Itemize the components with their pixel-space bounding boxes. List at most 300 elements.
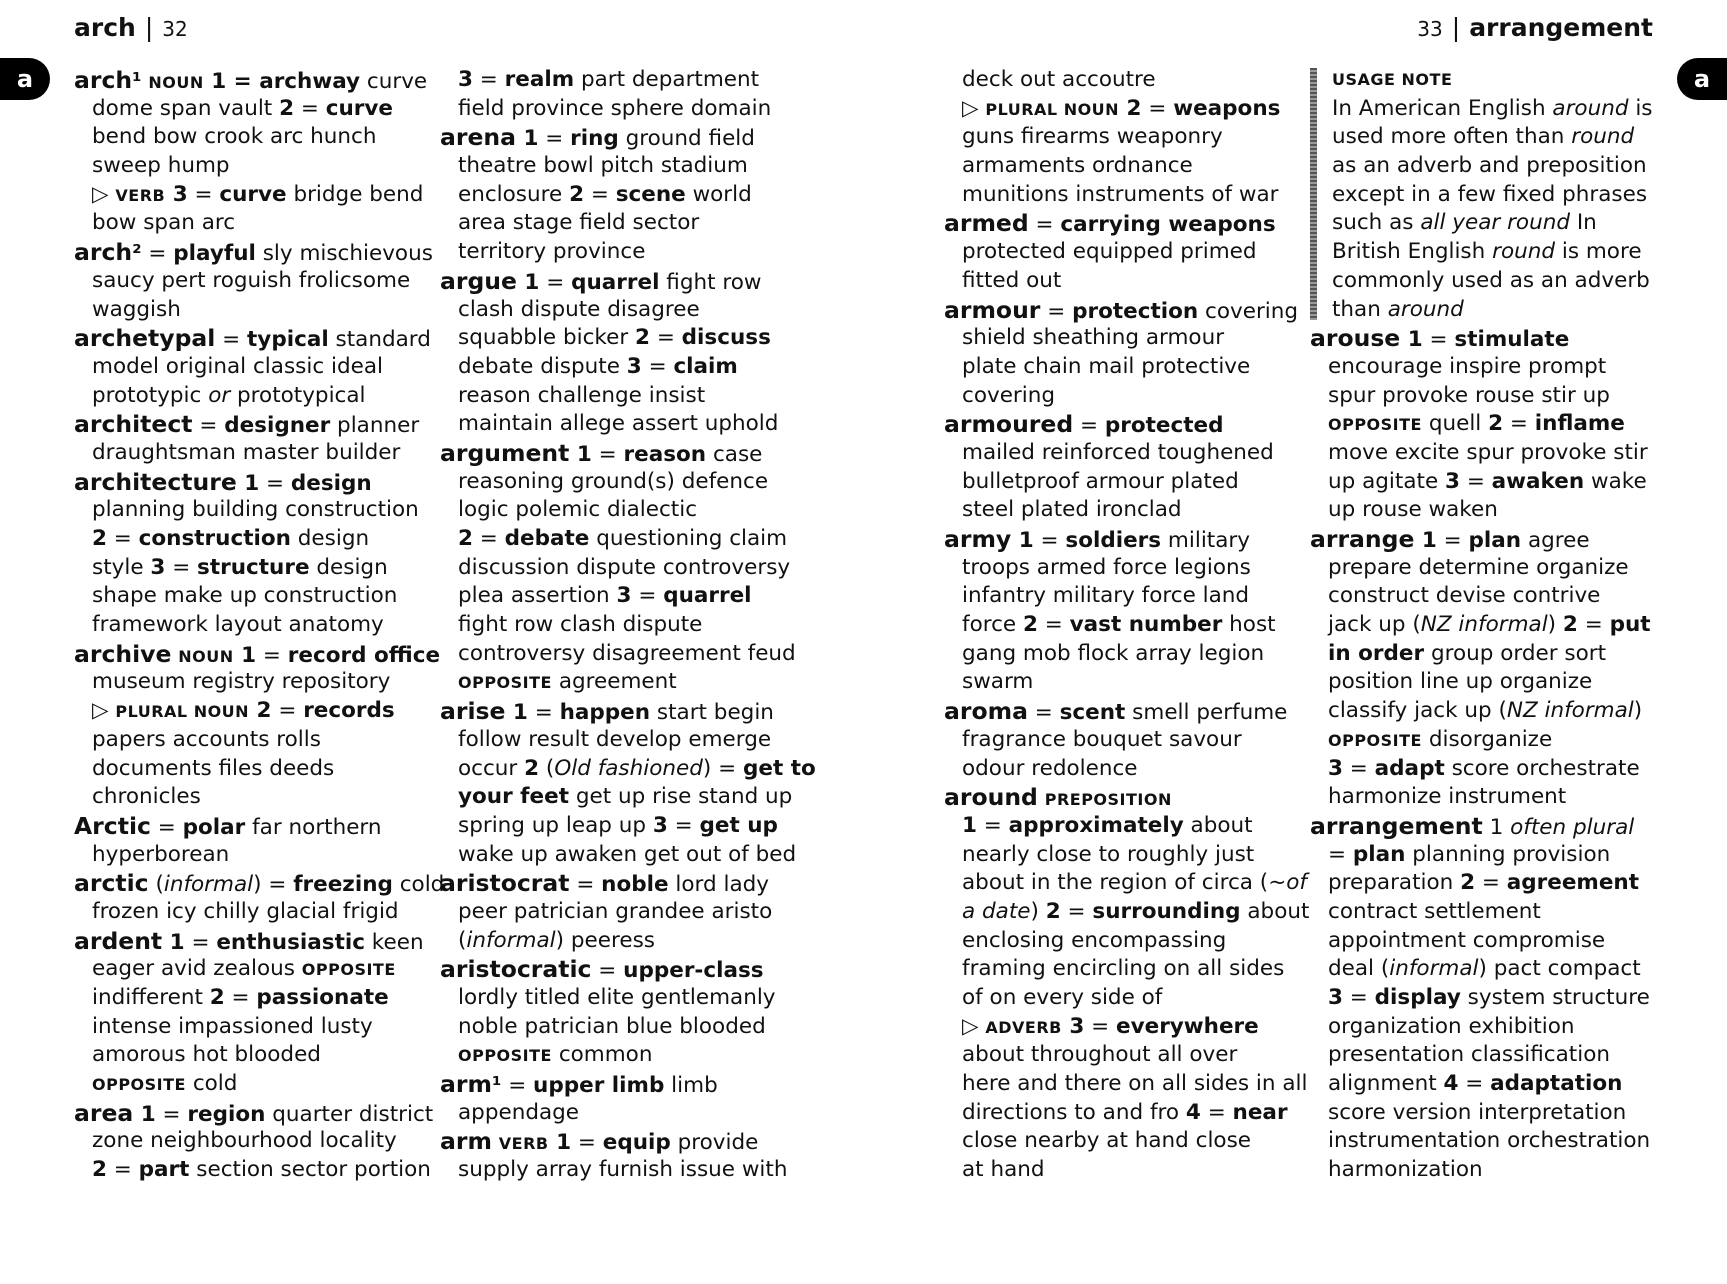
dictionary-entry-line [944, 209, 1309, 238]
entry-text: 1 [962, 812, 977, 838]
grammar-label: NOUN [178, 646, 234, 666]
entry-text: appendage [458, 1099, 580, 1125]
entry-text: polar [182, 814, 246, 840]
entry-text: papers accounts rolls [92, 726, 321, 752]
dictionary-text-line [1310, 668, 1653, 697]
grammar-label: VERB [498, 1134, 549, 1154]
dictionary-text-line [74, 1041, 444, 1070]
entry-text: = [141, 241, 174, 267]
entry-text: wake up awaken get out of bed [458, 841, 797, 867]
entry-text: 1 [1011, 528, 1034, 553]
entry-text: 2 [92, 526, 107, 551]
entry-text: hyperborean [92, 841, 230, 867]
dictionary-text-line [74, 123, 444, 152]
entry-text: planning building construction [92, 497, 419, 523]
entry-text: bow span arc [92, 210, 236, 236]
entry-text: guns firearms weaponry [962, 124, 1223, 150]
entry-text: near [1232, 1099, 1288, 1125]
entry-text: 1 [1414, 528, 1437, 553]
entry-text: = [155, 1101, 188, 1127]
entry-text: scene [615, 181, 686, 207]
entry-text: reasoning ground(s) defence [458, 468, 769, 494]
dictionary-text-line [1310, 783, 1653, 812]
entry-text: = [150, 814, 183, 840]
entry-text: planning provision [1405, 841, 1611, 867]
running-head-separator: | [1451, 13, 1461, 42]
dictionary-entry-line [944, 525, 1309, 554]
dictionary-entry-line [440, 1127, 816, 1156]
dictionary-text-line [74, 1070, 444, 1099]
dictionary-text-line [944, 554, 1309, 583]
dictionary-text-line [74, 296, 444, 325]
entry-text: supply array furnish issue with [458, 1157, 788, 1183]
entry-text: score orchestrate [1444, 755, 1640, 781]
entry-text: maintain allege assert uphold [458, 411, 779, 437]
entry-text: = [1084, 1013, 1117, 1039]
entry-text: vast number [1069, 612, 1223, 638]
dictionary-text-line [74, 496, 444, 525]
entry-text: about [1183, 812, 1253, 838]
entry-text: = [584, 181, 616, 207]
dictionary-text-line [74, 898, 444, 927]
entry-text: about in the region of circa ( [962, 870, 1269, 896]
entry-text: case [706, 441, 763, 467]
dictionary-text-line [1310, 898, 1653, 927]
entry-text: provide [670, 1130, 759, 1156]
dictionary-text-line [944, 869, 1309, 898]
dictionary-text-line [944, 181, 1309, 210]
dictionary-text-line [1332, 123, 1653, 152]
dictionary-text-line [944, 382, 1309, 411]
running-head-headword: arch [74, 13, 136, 42]
entry-text: fragrance bouquet savour [962, 726, 1242, 752]
grammar-label: NOUN [148, 73, 204, 92]
entry-text: realm [504, 67, 575, 92]
dictionary-text-line [440, 984, 816, 1013]
entry-text: all year round [1420, 210, 1570, 236]
headword: arouse [1310, 324, 1401, 353]
entry-text: adaptation [1490, 1071, 1623, 1097]
entry-text: here and there on all sides in all [962, 1071, 1308, 1097]
entry-text: = [184, 929, 217, 955]
entry-text: = [591, 958, 624, 984]
entry-text: = [106, 1157, 139, 1183]
dictionary-text-line [74, 668, 444, 697]
entry-text: except in a few fixed phrases [1332, 181, 1648, 207]
entry-text: dome span vault [92, 95, 280, 121]
entry-text: museum registry repository [92, 669, 391, 695]
entry-text: field province sphere domain [458, 95, 772, 121]
entry-text: common [551, 1042, 653, 1068]
entry-text: plate chain mail protective [962, 353, 1251, 379]
entry-text: noble [601, 872, 669, 898]
dictionary-text-line [944, 927, 1309, 956]
dictionary-text-line [1332, 267, 1653, 296]
dictionary-text-line [74, 267, 444, 296]
dictionary-text-line [440, 496, 816, 525]
entry-text: adapt [1374, 755, 1445, 781]
entry-text: playful [173, 241, 256, 267]
entry-text: 4 [1443, 1071, 1459, 1097]
entry-text: = [591, 441, 624, 467]
entry-text: jack up ( [1328, 612, 1421, 638]
entry-text: wake [1584, 468, 1647, 494]
entry-text: presentation classification [1328, 1042, 1610, 1068]
entry-text: round [1492, 239, 1556, 265]
entry-text: plan [1352, 841, 1406, 867]
entry-text: = [224, 985, 257, 1010]
dictionary-entry-line [1310, 525, 1653, 554]
entry-text: position line up organize [1328, 669, 1593, 695]
entry-text: framing encircling on all sides [962, 956, 1285, 982]
entry-text: is more [1555, 239, 1642, 265]
headword: armed [944, 209, 1029, 238]
entry-text: clash dispute disagree [458, 296, 700, 322]
entry-text: plan [1468, 528, 1522, 553]
entry-text: theatre bowl pitch stadium [458, 153, 748, 179]
dictionary-text-line [440, 353, 816, 382]
entry-text: zone neighbourhood locality [92, 1128, 397, 1154]
entry-text: spur provoke rouse stir up [1328, 382, 1610, 408]
entry-text: = [1037, 612, 1070, 638]
entry-text: discussion dispute controversy [458, 554, 791, 580]
entry-text: move excite spur provoke stir [1328, 439, 1648, 465]
dictionary-text-line [944, 812, 1309, 841]
entry-text: = [472, 526, 505, 551]
entry-text: = [571, 1130, 603, 1156]
dictionary-text-line [1332, 152, 1653, 181]
dictionary-text-line [74, 525, 444, 554]
entry-text: protected equipped primed [962, 239, 1257, 265]
dictionary-text-line [1310, 1127, 1653, 1156]
entry-text: freezing [293, 872, 393, 898]
entry-text: 4 [1185, 1099, 1201, 1125]
entry-text: organization exhibition [1328, 1013, 1575, 1039]
entry-text: = [256, 642, 288, 668]
headword: aristocratic [440, 955, 592, 984]
entry-text: reason [623, 441, 707, 467]
dictionary-entry-line [1310, 324, 1653, 353]
entry-text: 1 [233, 642, 257, 668]
entry-text: smell perfume [1125, 700, 1288, 726]
dictionary-text-line [1310, 927, 1653, 956]
dictionary-text-line [944, 123, 1309, 152]
entry-text: 1 [133, 1101, 156, 1127]
headword: arm [440, 1127, 492, 1156]
entry-text: = [976, 812, 1009, 838]
headword: architect [74, 410, 193, 439]
dictionary-text-line [944, 640, 1309, 669]
dictionary-text-line [440, 898, 816, 927]
entry-text: lord lady [668, 872, 770, 898]
dictionary-text-line [440, 927, 816, 956]
entry-text: plea assertion [458, 583, 617, 609]
entry-text: informal [163, 872, 254, 898]
entry-text: In [1569, 210, 1597, 236]
entry-text: = [187, 181, 220, 207]
entry-text: = [1577, 612, 1610, 638]
entry-text: 3 [150, 554, 166, 580]
headword: arctic [74, 869, 149, 898]
entry-text: world [685, 181, 752, 207]
dictionary-text-line [74, 152, 444, 181]
entry-text: prepare determine organize [1328, 554, 1629, 580]
dictionary-column-4 [1310, 66, 1653, 1185]
dictionary-text-line [944, 1070, 1309, 1099]
dictionary-text-line [440, 1156, 816, 1185]
dictionary-text-line [1310, 468, 1653, 497]
entry-text: curve [325, 95, 393, 121]
entry-text: = [1028, 212, 1061, 238]
usage-note-box [1310, 66, 1653, 324]
entry-text: = [1027, 700, 1060, 726]
entry-text: intense impassioned lusty [92, 1013, 373, 1039]
dictionary-text-line [944, 755, 1309, 784]
entry-text: get up [699, 812, 778, 838]
entry-text: = [1342, 755, 1375, 781]
entry-text: chronicles [92, 784, 201, 810]
entry-text: indifferent [92, 985, 210, 1010]
entry-text: ) [1633, 698, 1643, 724]
dictionary-text-line [944, 353, 1309, 382]
dictionary-entry-line [74, 410, 444, 439]
entry-text: preparation [1328, 870, 1461, 896]
entry-text: get up rise stand up [568, 784, 793, 810]
entry-text: part [138, 1157, 190, 1183]
headword: arch [74, 66, 133, 94]
entry-text: NZ informal [1420, 612, 1548, 638]
entry-text: ) pact compact [1478, 956, 1641, 982]
dictionary-text-line [440, 181, 816, 210]
dictionary-entry-line [74, 468, 444, 497]
entry-text: ring [570, 126, 619, 152]
headword: aroma [944, 697, 1028, 726]
entry-text: bridge bend [286, 181, 424, 207]
headword: armoured [944, 410, 1074, 439]
entry-text: around [1552, 95, 1629, 121]
entry-text: ▷ [92, 698, 116, 724]
dictionary-text-line [440, 841, 816, 870]
headword: arch [74, 238, 133, 267]
dictionary-text-line [74, 955, 444, 984]
entry-text: used more often than [1332, 124, 1572, 150]
entry-text: = [1459, 468, 1492, 494]
entry-text: = [631, 583, 664, 609]
entry-text: discuss [681, 325, 771, 351]
entry-text: close nearby at hand close [962, 1128, 1252, 1154]
dictionary-text-line [944, 152, 1309, 181]
entry-text: 3 [1328, 755, 1343, 781]
entry-text: bend bow crook arc hunch [92, 124, 377, 150]
dictionary-entry-line [74, 66, 444, 95]
dictionary-entry-line [1310, 812, 1653, 841]
entry-text: 1 = [203, 69, 260, 94]
entry-text: scent [1059, 700, 1126, 726]
entry-text: = [569, 872, 602, 898]
entry-text: 1 [162, 929, 185, 955]
grammar-label: OPPOSITE [458, 673, 552, 693]
dictionary-text-line [440, 95, 816, 124]
entry-text: claim [673, 353, 738, 379]
entry-text: 3 [1445, 468, 1460, 494]
entry-text: 1 [236, 470, 260, 496]
usage-note-title: USAGE NOTE [1332, 70, 1453, 89]
entry-text: swarm [962, 669, 1034, 695]
entry-text: 2 [279, 95, 295, 121]
dictionary-text-line [1332, 296, 1653, 325]
entry-text: = [641, 353, 674, 379]
entry-text: ( [458, 927, 467, 953]
entry-text: = [1033, 528, 1066, 553]
entry-text: 2 [92, 1157, 107, 1183]
usage-note-body [1332, 95, 1653, 325]
dictionary-entry-line [74, 640, 444, 669]
entry-text: inflame [1534, 411, 1625, 437]
grammar-label: OPPOSITE [92, 1075, 186, 1095]
entry-text: enthusiastic [216, 929, 365, 955]
entry-text: part department [574, 67, 760, 92]
entry-text: get to [742, 755, 816, 781]
entry-text: troops armed force legions [962, 554, 1251, 580]
entry-text: host [1222, 612, 1276, 638]
page-number: 32 [162, 17, 188, 41]
dictionary-text-line [440, 812, 816, 841]
dictionary-text-line [74, 1156, 444, 1185]
entry-text: display [1374, 985, 1461, 1010]
entry-text: is [1628, 95, 1653, 121]
dictionary-text-line [1310, 410, 1653, 439]
dictionary-text-line [944, 1041, 1309, 1070]
entry-text: = [1475, 870, 1507, 896]
entry-text: contract settlement [1328, 898, 1541, 924]
entry-text: archway [259, 69, 361, 94]
entry-text: construct devise contrive [1328, 583, 1601, 609]
dictionary-text-line [1310, 496, 1653, 525]
entry-text: design [309, 554, 388, 580]
dictionary-text-line [440, 152, 816, 181]
entry-text: cold [392, 872, 445, 898]
entry-text: standard [328, 327, 431, 353]
entry-text: informal [466, 927, 556, 953]
entry-text: = [1328, 841, 1353, 867]
entry-text: = [538, 126, 571, 152]
dictionary-entry-line [440, 697, 816, 726]
dictionary-text-line [74, 554, 444, 583]
entry-text: covering [962, 382, 1056, 408]
dictionary-column-3 [944, 66, 1309, 1185]
headword: armour [944, 295, 1041, 324]
entry-text: follow result develop emerge [458, 726, 772, 752]
dictionary-entry-line [74, 812, 444, 841]
entry-text: harmonize instrument [1328, 784, 1567, 810]
dictionary-text-line [944, 841, 1309, 870]
entry-text: 1 [516, 269, 540, 295]
entry-text: 2 [1460, 870, 1476, 896]
entry-text: = [1436, 528, 1469, 553]
headword: archetypal [74, 324, 216, 353]
entry-text: frozen icy chilly glacial frigid [92, 898, 399, 924]
dictionary-text-line [944, 611, 1309, 640]
entry-text: eager avid zealous [92, 956, 302, 982]
dictionary-text-line [944, 955, 1309, 984]
entry-text: saucy pert roguish frolicsome [92, 267, 411, 293]
dictionary-text-line [944, 984, 1309, 1013]
dictionary-entry-line [944, 410, 1309, 439]
entry-text: = [667, 812, 700, 838]
entry-text: limb [664, 1073, 718, 1099]
dictionary-entry-line [944, 697, 1309, 726]
dictionary-entry-line [74, 927, 444, 956]
dictionary-text-line [944, 1099, 1309, 1128]
entry-text: up rouse waken [1328, 497, 1498, 523]
dictionary-text-line [440, 1099, 816, 1128]
entry-text: = [271, 698, 304, 724]
entry-text: disorganize [1421, 726, 1553, 752]
entry-text: surrounding [1092, 898, 1241, 924]
entry-text: peer patrician grandee aristo [458, 898, 773, 924]
entry-text: keen [364, 929, 424, 955]
entry-text: 1 [515, 126, 539, 152]
grammar-label: OPPOSITE [1328, 415, 1422, 435]
dictionary-text-line [944, 468, 1309, 497]
entry-text: ¹ [132, 69, 142, 94]
headword: architecture [74, 467, 237, 496]
entry-text: quarrel [663, 583, 752, 609]
dictionary-text-line [74, 439, 444, 468]
entry-text: model original classic ideal [92, 353, 383, 379]
dictionary-text-line [1332, 209, 1653, 238]
entry-text: quarrel [571, 269, 660, 295]
entry-text: documents files deeds [92, 755, 335, 781]
entry-text: gang mob flock array legion [962, 640, 1265, 666]
entry-text: sly mischievous [255, 241, 433, 267]
entry-text: typical [247, 327, 329, 353]
running-head-headword: arrangement [1469, 13, 1653, 42]
entry-text: encourage inspire prompt [1328, 353, 1607, 379]
dictionary-text-line [440, 382, 816, 411]
entry-text: = [192, 413, 225, 439]
usage-note-bar [1310, 68, 1317, 320]
entry-text: ) [1030, 898, 1046, 924]
dictionary-text-line [944, 668, 1309, 697]
entry-text: ▷ [962, 95, 986, 121]
dictionary-text-line [1332, 181, 1653, 210]
entry-text: sweep hump [92, 153, 230, 179]
entry-text: upper limb [533, 1073, 665, 1099]
dictionary-text-line [1310, 382, 1653, 411]
entry-text: = [539, 269, 572, 295]
entry-text: a date [962, 898, 1031, 924]
dictionary-entry-line [440, 267, 816, 296]
entry-text: harmonization [1328, 1157, 1483, 1183]
headword: aristocrat [440, 869, 570, 898]
entry-text: Old fashioned [554, 755, 703, 781]
dictionary-text-line [440, 296, 816, 325]
dictionary-entry-line [440, 955, 816, 984]
dictionary-text-line [1310, 554, 1653, 583]
entry-text: 3 [626, 353, 642, 379]
entry-text: ( [148, 872, 164, 898]
entry-text: enclosing encompassing [962, 927, 1227, 953]
grammar-label: PLURAL NOUN [985, 99, 1120, 119]
entry-text: 2 [249, 698, 272, 724]
entry-text: ground field [618, 126, 755, 152]
grammar-label: OPPOSITE [301, 960, 396, 980]
entry-text: system structure [1460, 985, 1650, 1010]
entry-text: logic polemic dialectic [458, 497, 698, 523]
entry-text: 3 [616, 583, 632, 609]
entry-text: prototypical [230, 382, 366, 408]
